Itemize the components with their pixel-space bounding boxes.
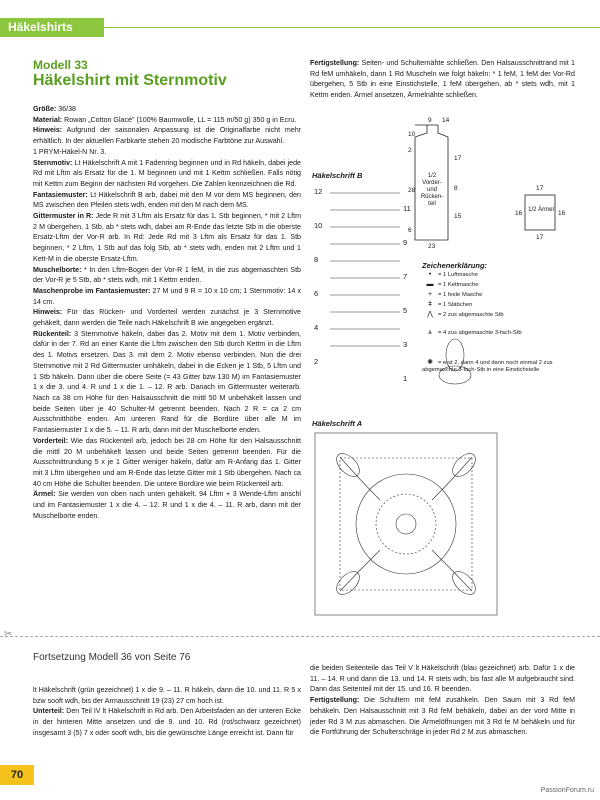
- paragraph-label: Hinweis:: [33, 308, 63, 317]
- continuation-right-text: [310, 663, 575, 738]
- paragraph-label: Ärmel:: [33, 490, 56, 499]
- paragraph: [33, 265, 301, 286]
- legend-text: = 1 feste Masche: [438, 292, 483, 298]
- cut-line: [0, 636, 600, 638]
- dimension-label: 2: [408, 147, 412, 154]
- paragraph: [33, 147, 301, 158]
- dimension-label: 10: [408, 131, 416, 138]
- paragraph: [310, 663, 575, 695]
- row-number: 7: [403, 272, 408, 281]
- legend-item: [422, 291, 572, 299]
- paragraph: [33, 489, 301, 521]
- legend-symbol-icon: ⋀: [427, 311, 433, 318]
- paragraph-text: 3 Sternmotive häkeln, dabei das 2. Motiv mit dem 1. Motiv verbinden, dafür in der 7. Rd an einer Kante die Lftm zwischen den Stb durch Kettm in die Lftm des 1. Motivs ersetzen. Das 3. mit dem 2. Motiv ebenso verbinden. Nun die drei Sternmotive mit 2 Rd Gittermuster umhäkeln, dabei in die Ecken je 1 Stb, 5 Lftm und 1 Stb häkeln. Dann über die obere Seite (= 43 Gitter bzw 130 M) im Fantasiemuster 1 x die 3. und 4. R und 1 x die 1. – 12. R arb. Danach im Gittermuster weiterarb. Nach ca 38 cm Höhe für den Halsausschnitt die mittl 50 M unbehäkelt lassen und beide Seiten über je 40 Schulter-M getrennt beenden. Nach 2 R = ca 2 cm Ausschnitthöhe enden. Am unteren Rand für die Bordüre über alle M im Fantasiemuster 1 x die 5. – 11. R arb, dann mit der Muschelborte enden.: [33, 329, 301, 435]
- left-column: [33, 58, 301, 521]
- dimension-label: 16: [515, 210, 523, 217]
- paragraph-text: Die Schultern mit feM zusähkeln. Den Saum mit 3 Rd feM behäkeln. Den Halsausschnitt mit 3 Rd feM behäkeln, dabei an der vord Mitte in jeder Rd 3 M zus abmaschen. Die Ärmelöffnungen mit 3 Rd fe M behäkeln und für die Fortführung der Schulterschräge in jeder Rd 2 M zus abmaschen.: [310, 696, 575, 737]
- model-number: Modell 33: [33, 58, 88, 72]
- paragraph: [33, 115, 301, 126]
- row-number: 3: [403, 340, 408, 349]
- dimension-label: 14: [442, 117, 450, 124]
- paragraph: [33, 706, 301, 738]
- paragraph-text: Sie werden von oben nach unten gehäkelt. 94 Lftm + 3 Wende-Lftm anschl und im Fantasiemuster 1 x die 4. – 12. R und 1 x die 4. – 11. R arb, dann mit der Muschelborte enden.: [33, 490, 301, 520]
- paragraph: [33, 685, 301, 706]
- dimension-label: 6: [408, 227, 412, 234]
- finishing-text: [310, 58, 575, 101]
- paragraph: [33, 104, 301, 115]
- row-number: 12: [314, 187, 323, 196]
- paragraph-text: * In den Lftm-Bogen der Vor-R 1 feM, in die zus abgemaschten Stb der Vor-R je 5 Stb, ab * stets wdh, mit 1 Kettm enden.: [33, 265, 301, 285]
- legend-symbol-icon: ▬: [426, 281, 434, 288]
- dimension-label: 16: [558, 210, 566, 217]
- paragraph-text: Lt Häkelschrift A mit 1 Fadenring beginnen und in Rd häkeln, dabei jede Rd mit Lftm als Ersatz für die 1. M beginnen und mit 1 Kettm schließen. Falls nötig mit Kettm zum Beginn der nächsten Rd vorgehen. Die Zahlen kennzeichnen die Rd.: [33, 158, 301, 188]
- dimension-label: 23: [428, 243, 436, 250]
- row-number: 8: [314, 255, 319, 264]
- paragraph-label: Fantasiemuster:: [33, 190, 88, 199]
- body-schematic-label: 1/2 Vorder- und Rücken- teil: [420, 173, 444, 207]
- paragraph-text: Den Teil IV lt Häkelschrift in Rd arb. Den Arbeitsfaden an der unteren Ecke in der hinteren Mitte ansetzen und die 9. und 10. Rd (rot/schwarz gezeichnet) insgesamt 3 (5) 7 x oder sooft wdh, bis die gewünschte Länge erreicht ist. Dann für: [33, 707, 301, 737]
- paragraph: [33, 158, 301, 190]
- paragraph-label: Muschelborte:: [33, 265, 82, 274]
- paragraph: [33, 286, 301, 307]
- dimension-label: 28: [408, 187, 416, 194]
- row-number: 1: [403, 374, 408, 383]
- paragraph: [33, 307, 301, 328]
- dimension-label: 9: [428, 117, 432, 124]
- pattern-b-label: Häkelschrift B: [312, 171, 363, 180]
- legend-text: = 1 Stäbchen: [438, 302, 473, 308]
- paragraph-text: Aufgrund der saisonalen Anpassung ist die Originalfarbe nicht mehr erhältlich. In der aktuellen Farbkarte stehen 20 modische Farbtöne zur Auswahl.: [33, 126, 301, 146]
- legend-item: [422, 329, 572, 337]
- continuation-title: Fortsetzung Modell 36 von Seite 76: [33, 652, 191, 663]
- legend-item: [422, 311, 572, 319]
- legend-text: = 1 Luftmasche: [438, 272, 478, 278]
- footer-site: PassionForum.ru: [540, 787, 594, 794]
- paragraph-text: Lt Häkelschrift B arb, dabei mit den M vor dem MS beginnen, den MS zwischen den Pfeilen stets wdh, enden mit den M nach dem MS.: [33, 190, 301, 210]
- paragraph-text: 1 PRYM-Häkel-N Nr. 3.: [33, 147, 107, 156]
- model-title: Häkelshirt mit Sternmotiv: [33, 72, 227, 89]
- row-number: 4: [314, 323, 319, 332]
- legend-text: = 2 zus abgemaschte Stb: [438, 312, 504, 318]
- legend-item: [422, 271, 572, 279]
- paragraph-label: Größe:: [33, 105, 57, 113]
- legend-symbol-icon: ✺: [427, 359, 433, 366]
- paragraph: [33, 125, 301, 146]
- paragraph-label: Vorderteil:: [33, 436, 68, 445]
- paragraph: [33, 190, 301, 211]
- dimension-label: 15: [454, 213, 462, 220]
- section-header-tab: [0, 18, 104, 37]
- paragraph: [33, 211, 301, 265]
- dimension-label: 17: [536, 234, 544, 241]
- row-number: 10: [314, 221, 323, 230]
- paragraph-label: Rückenteil:: [33, 329, 72, 338]
- paragraph-label: Maschenprobe im Fantasiemuster:: [33, 286, 151, 295]
- header-rule: [104, 27, 600, 28]
- paragraph-text: die beiden Seitenteile das Teil V lt Häkelschrift (blau gezeichnet) arb. Dafür 1 x die 11. – 14. R und dann die 13. und 14. R stets wdh, bis fast alle M aufgebraucht sind. Dann das Seitenteil mit der 15. und 16. R beenden.: [310, 664, 575, 694]
- legend-symbol-icon: ǂ: [427, 301, 433, 308]
- paragraph: [33, 436, 301, 490]
- paragraph-label: Gittermuster in R:: [33, 212, 94, 221]
- legend-item: [422, 301, 572, 309]
- legend-text: = 1 Kettmasche: [438, 282, 479, 288]
- diagram-area: [310, 115, 580, 625]
- paragraph-label: Fertigstellung:: [310, 696, 360, 705]
- paragraph-label: Material:: [33, 115, 63, 124]
- legend-text: = erst 2, dann 4 und dann noch einmal 2 zus abgemaschte 3-fach-Stb in eine Einstichstelle: [422, 360, 553, 373]
- section-title: Häkelshirts: [8, 20, 73, 34]
- page-number: 70: [0, 765, 34, 785]
- legend-text: = 4 zus abgemaschte 3-fach-Stb: [438, 330, 522, 336]
- finishing-body: Seiten- und Schulternähte schließen. Den Halsausschnittrand mit 1 Rd feM umhäkeln, dann 1 Rd Muscheln wie folgt häkeln: * 1 feM, 1 feM der Vor-Rd übergehen, 5 Stb in eine Einstichstelle, 1 feM übergehen, ab * stets wdh, mit 1 Kettm enden. Ärmel ansetzen, Ärmelnähte schließen.: [310, 59, 575, 100]
- pattern-a-motif: [315, 433, 497, 615]
- dimension-label: 17: [454, 155, 462, 162]
- row-number: 2: [314, 357, 319, 366]
- continuation-left-text: [33, 685, 301, 739]
- paragraph: [310, 695, 575, 738]
- dimension-label: 17: [536, 185, 544, 192]
- finishing-label: Fertigstellung:: [310, 59, 360, 67]
- paragraph-text: Wie das Rückenteil arb, jedoch bei 28 cm Höhe für den Halsausschnitt die mittl 20 M unbehäkelt lassen und beide Seiten getrennt beenden. Für die Ausschnittrundung 5 x je 1 Gitter weniger häkeln, dafür am R-Anfang das 1. Gitter mit 3 Lftm übergehen und am R-Ende das letzte Gitter mit 1 Stb übergehen. Nach ca 40 cm Höhe die Schulter beenden. Die untere Bordüre wie beim Rückenteil arb.: [33, 436, 301, 488]
- paragraph-label: Unterteil:: [33, 707, 65, 716]
- legend-item: [422, 359, 572, 374]
- paragraph-text: 36/38: [56, 105, 76, 113]
- dimension-label: 8: [454, 185, 458, 192]
- row-number: 5: [403, 306, 408, 315]
- instructions-text: [33, 104, 301, 521]
- paragraph: [33, 329, 301, 436]
- legend-item: [422, 281, 572, 289]
- row-number: 11: [403, 204, 411, 213]
- legend-symbol-icon: +: [427, 291, 433, 298]
- right-column: [310, 58, 575, 101]
- legend-symbol-icon: •: [428, 271, 432, 278]
- paragraph-text: lt Häkelschrift (grün gezeichnet) 1 x die 9. – 11. R häkeln, dann die 10. und 11. R 5 x bzw sooft wdh, bis der Armausschnitt 19 (23) 27 cm hoch ist.: [33, 686, 301, 705]
- legend-title: Zeichenerklärung:: [422, 261, 488, 270]
- paragraph-text: Für das Rücken- und Vorderteil werden zunächst je 3 Sternmotive gehäkelt, dann werden die Teile nach Häkelschrift B wie angegeben ergänzt.: [33, 308, 301, 328]
- pattern-b-grid: [330, 193, 400, 346]
- paragraph-label: Sternmotiv:: [33, 158, 73, 167]
- paragraph-text: Jede R mit 3 Lftm als Ersatz für das 1. Stb beginnen, * mit 2 Lftm 2 M übergehen, 1 Stb, ab * stets wdh, dabei am R-Ende das letzte Stb in die oberste Ersatz-Lftm der Vor-R arb. In Rd: Jede Rd mit 3 Lftm als Ersatz für das 1. Stb beginnen, * 2 Lftm, 1 Stb auf das folg Stb, ab * stets wdh, enden mit 2 Lftm und 1 Kett-M in die oberste Ersatz-Lftm.: [33, 212, 301, 263]
- row-number: 6: [314, 289, 319, 298]
- legend-symbol-icon: ⩓: [428, 329, 432, 336]
- paragraph-text: 27 M und 9 R = 10 x 10 cm; 1 Sternmotiv: 14 x 14 cm.: [33, 286, 301, 306]
- pattern-a-label: Häkelschrift A: [312, 419, 363, 428]
- scissors-icon: ✂: [4, 629, 13, 640]
- row-number: 9: [403, 238, 408, 247]
- paragraph-text: Rowan „Cotton Glacé" (100% Baumwolle, LL = 115 m/50 g) 350 g in Ecru.: [62, 115, 297, 124]
- paragraph-label: Hinweis:: [33, 126, 63, 135]
- sleeve-schematic-label: 1/2 Ärmel: [528, 207, 554, 213]
